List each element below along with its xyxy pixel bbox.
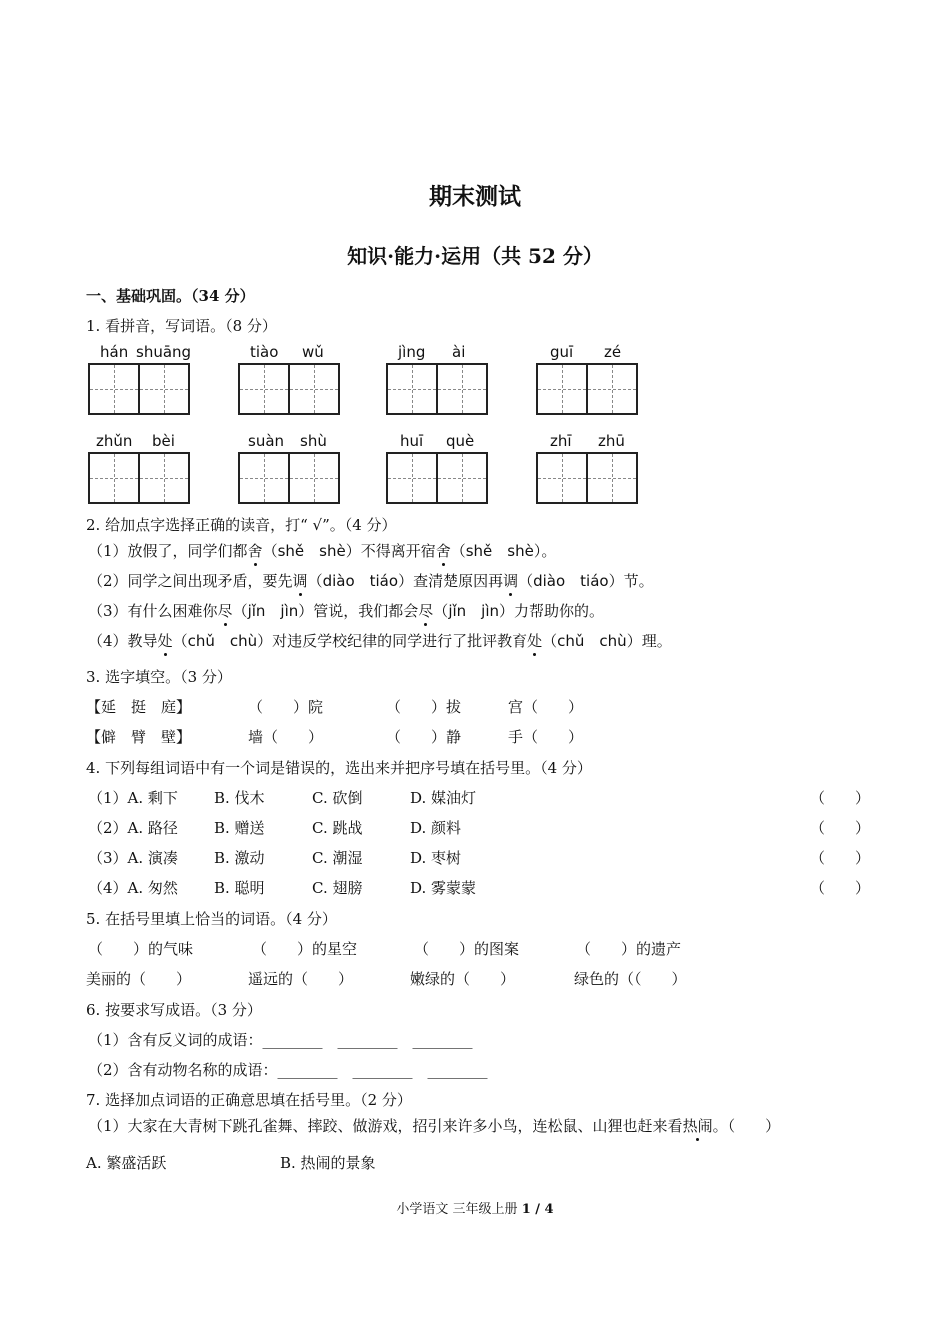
text: ）不得离开宿 — [345, 542, 436, 560]
option-d: D. 颜料 — [410, 819, 462, 837]
dotted-char: 尽 — [418, 602, 434, 620]
pinyin: wǔ — [302, 343, 324, 361]
text: ）力帮助你的。 — [499, 602, 605, 620]
page-footer — [0, 1198, 950, 1217]
writing-grid[interactable] — [536, 363, 638, 415]
q6-line-1[interactable]: （1）含有反义词的成语：________ ________ ________ — [88, 1031, 473, 1049]
text: （ — [542, 632, 558, 650]
option-b: B. 伐木 — [214, 789, 265, 807]
option-b: B. 赠送 — [214, 819, 265, 837]
section-heading: 一、基础巩固。（34 分） — [86, 287, 255, 305]
page-number: 1 / 4 — [521, 1202, 554, 1217]
text: ）对违反学校纪律的同学进行了批评教育 — [257, 632, 528, 650]
option-c: C. 翅膀 — [312, 879, 363, 897]
text: （ — [433, 602, 449, 620]
q5-blank[interactable]: 遥远的（ ） — [248, 970, 354, 988]
q3-blank[interactable]: 手（ ） — [508, 728, 584, 746]
pinyin-options[interactable]: shě shè — [465, 542, 534, 560]
q1-heading: 1. 看拼音，写词语。（8 分） — [86, 317, 277, 335]
pinyin-options[interactable]: diào tiáo — [322, 572, 399, 590]
dotted-char: 舍 — [435, 542, 451, 560]
dotted-word: 热闹 — [682, 1117, 713, 1135]
dotted-char: 调 — [292, 572, 308, 590]
q6-heading: 6. 按要求写成语。（3 分） — [86, 1001, 262, 1019]
q4-heading: 4. 下列每组词语中有一个词是错误的，选出来并把序号填在括号里。（4 分） — [86, 759, 592, 777]
dotted-char: 调 — [503, 572, 519, 590]
q5-blank[interactable]: 美丽的（ ） — [86, 970, 192, 988]
answer-blank[interactable]: （ ） — [810, 819, 871, 837]
q3-blank[interactable]: （ ）拔 — [386, 698, 462, 716]
page-title: 期末测试 — [429, 183, 521, 210]
text: （ — [262, 542, 278, 560]
dotted-char: 舍 — [247, 542, 263, 560]
option-c: C. 跳战 — [312, 819, 363, 837]
q2-line-1 — [88, 540, 556, 561]
q3-group-2: 【僻 臂 壁】 — [86, 728, 192, 746]
text: （4）教导 — [88, 632, 158, 650]
text: （ — [172, 632, 188, 650]
writing-grid[interactable] — [88, 452, 190, 504]
option-a: （2）A. 路径 — [88, 819, 178, 837]
writing-grid[interactable] — [238, 452, 340, 504]
writing-grid[interactable] — [88, 363, 190, 415]
option-a: （1）A. 剩下 — [88, 789, 178, 807]
text: （ — [518, 572, 534, 590]
q7-heading: 7. 选择加点词语的正确意思填在括号里。（2 分） — [86, 1091, 412, 1109]
pinyin-options[interactable]: diào tiáo — [533, 572, 609, 590]
page-subtitle: 知识·能力·运用（共 52 分） — [347, 244, 603, 268]
writing-grid[interactable] — [536, 452, 638, 504]
q7-option-a: A. 繁盛活跃 — [86, 1154, 167, 1172]
option-d: D. 媒油灯 — [410, 789, 477, 807]
text: ）查清楚原因再 — [398, 572, 504, 590]
q3-blank[interactable]: 宫（ ） — [508, 698, 584, 716]
pinyin: huī — [400, 432, 424, 450]
text: （1）大家在大青树下跳孔雀舞、摔跤、做游戏，招引来许多小鸟，连松鼠、山狸也赶来看 — [88, 1117, 683, 1135]
text: （ — [232, 602, 248, 620]
q7-option-b: B. 热闹的景象 — [280, 1154, 376, 1172]
q7-sentence — [88, 1115, 780, 1136]
q5-blank[interactable]: （ ）的遗产 — [576, 940, 682, 958]
q3-heading: 3. 选字填空。（3 分） — [86, 668, 232, 686]
q3-blank[interactable]: 墙（ ） — [248, 728, 324, 746]
q5-blank[interactable]: （ ）的星空 — [252, 940, 358, 958]
text: （ — [307, 572, 323, 590]
q2-line-4 — [88, 630, 672, 651]
q5-blank[interactable]: （ ）的气味 — [88, 940, 194, 958]
pinyin: zé — [604, 343, 622, 361]
text: （1）放假了，同学们都 — [88, 542, 248, 560]
q3-blank[interactable]: （ ）院 — [248, 698, 324, 716]
pinyin: tiào — [250, 343, 279, 361]
q2-line-2 — [88, 570, 654, 591]
pinyin-options[interactable]: jǐn jìn — [247, 602, 299, 620]
dotted-char: 尽 — [217, 602, 233, 620]
dotted-char: 处 — [527, 632, 543, 650]
text: （2）同学之间出现矛盾，要先 — [88, 572, 293, 590]
text: ）管说，我们都会 — [298, 602, 419, 620]
text: （ — [450, 542, 466, 560]
answer-blank[interactable]: （ ） — [810, 789, 871, 807]
writing-grid[interactable] — [386, 452, 488, 504]
pinyin-options[interactable]: chǔ chù — [187, 632, 258, 650]
option-b: B. 聪明 — [214, 879, 265, 897]
q5-heading: 5. 在括号里填上恰当的词语。（4 分） — [86, 910, 337, 928]
q3-group-1: 【延 挺 庭】 — [86, 698, 192, 716]
writing-grid[interactable] — [386, 363, 488, 415]
pinyin: jìng — [398, 343, 426, 361]
option-d: D. 枣树 — [410, 849, 462, 867]
pinyin: què — [446, 432, 475, 450]
q5-blank[interactable]: 绿色的（（ ） — [574, 970, 687, 988]
text: ）节。 — [608, 572, 654, 590]
pinyin-options[interactable]: chǔ chù — [557, 632, 627, 650]
answer-blank[interactable]: 。（ ） — [712, 1117, 781, 1135]
option-c: C. 砍倒 — [312, 789, 363, 807]
option-a: （4）A. 匆然 — [88, 879, 178, 897]
pinyin: zhū — [598, 432, 625, 450]
option-c: C. 潮湿 — [312, 849, 363, 867]
pinyin-options[interactable]: jǐn jìn — [448, 602, 499, 620]
option-a: （3）A. 演凑 — [88, 849, 178, 867]
answer-blank[interactable]: （ ） — [810, 879, 871, 897]
footer-text: 小学语文 三年级上册 — [396, 1202, 522, 1217]
q2-heading: 2. 给加点字选择正确的读音，打“ √”。（4 分） — [86, 516, 397, 534]
option-d: D. 雾蒙蒙 — [410, 879, 477, 897]
q2-line-3 — [88, 600, 604, 621]
q5-blank[interactable]: （ ）的图案 — [414, 940, 520, 958]
pinyin: zhī — [550, 432, 572, 450]
pinyin: bèi — [152, 432, 175, 450]
pinyin-options[interactable]: shě shè — [277, 542, 346, 560]
dotted-char: 处 — [157, 632, 173, 650]
writing-grid[interactable] — [238, 363, 340, 415]
pinyin: guī — [550, 343, 574, 361]
pinyin: shù — [300, 432, 327, 450]
q5-blank[interactable]: 嫩绿的（ ） — [410, 970, 516, 988]
q3-blank[interactable]: （ ）静 — [386, 728, 462, 746]
text: ）理。 — [626, 632, 672, 650]
option-b: B. 激动 — [214, 849, 265, 867]
pinyin: ài — [452, 343, 466, 361]
q6-line-2[interactable]: （2）含有动物名称的成语：________ ________ ________ — [88, 1061, 488, 1079]
pinyin: shuāng — [136, 343, 192, 361]
answer-blank[interactable]: （ ） — [810, 849, 871, 867]
pinyin: suàn — [248, 432, 285, 450]
pinyin: hán — [100, 343, 129, 361]
text: ）。 — [533, 542, 557, 560]
text: （3）有什么困难你 — [88, 602, 218, 620]
pinyin: zhǔn — [96, 432, 133, 450]
